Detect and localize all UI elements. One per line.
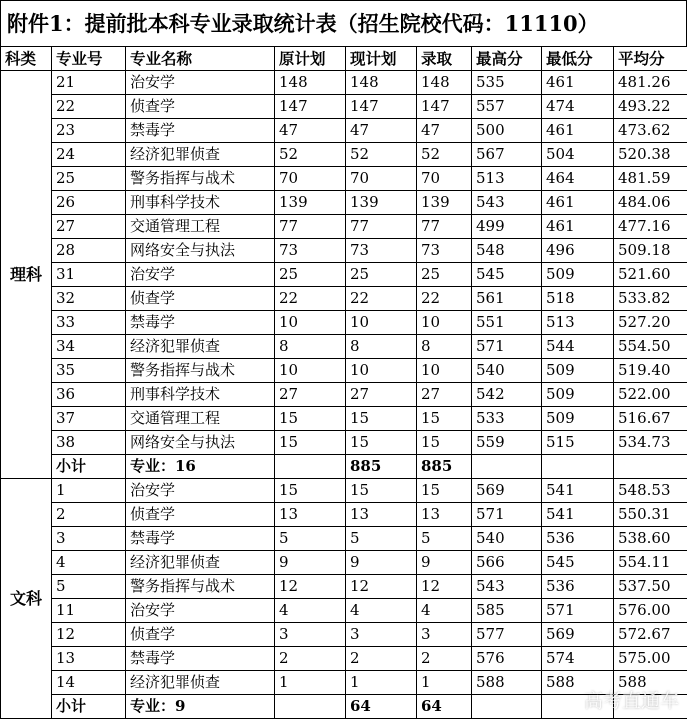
table-cell: 513 (472, 167, 542, 191)
table-cell: 14 (52, 671, 126, 695)
table-cell: 15 (275, 479, 346, 503)
table-cell: 484.06 (614, 191, 687, 215)
table-cell: 522.00 (614, 383, 687, 407)
table-cell: 24 (52, 143, 126, 167)
table-cell: 8 (346, 335, 417, 359)
table-cell: 461 (542, 71, 614, 95)
table-cell: 518 (542, 287, 614, 311)
table-cell: 交通管理工程 (126, 215, 275, 239)
table-cell: 536 (542, 527, 614, 551)
table-cell: 77 (417, 215, 472, 239)
subtotal-cell: 885 (417, 455, 472, 479)
table-cell: 11 (52, 599, 126, 623)
table-cell: 540 (472, 359, 542, 383)
table-cell: 1 (346, 671, 417, 695)
table-cell: 543 (472, 191, 542, 215)
table-cell: 557 (472, 95, 542, 119)
table-cell: 544 (542, 335, 614, 359)
category-cell: 文科 (1, 479, 52, 719)
table-cell: 545 (472, 263, 542, 287)
table-cell: 542 (472, 383, 542, 407)
table-cell: 533 (472, 407, 542, 431)
table-cell: 567 (472, 143, 542, 167)
table-cell: 537.50 (614, 575, 687, 599)
table-cell: 70 (417, 167, 472, 191)
table-cell: 侦查学 (126, 287, 275, 311)
table-row (1, 359, 687, 383)
table-cell: 15 (417, 479, 472, 503)
table-cell: 500 (472, 119, 542, 143)
table-cell: 13 (275, 503, 346, 527)
table-cell: 治安学 (126, 263, 275, 287)
table-cell: 496 (542, 239, 614, 263)
table-cell: 10 (275, 311, 346, 335)
table-cell: 25 (346, 263, 417, 287)
table-cell: 534.73 (614, 431, 687, 455)
table-cell: 禁毒学 (126, 527, 275, 551)
table-cell: 77 (275, 215, 346, 239)
table-row (1, 647, 687, 671)
table-cell: 4 (52, 551, 126, 575)
table-cell: 15 (417, 407, 472, 431)
table-row (1, 167, 687, 191)
table-cell: 1 (417, 671, 472, 695)
table-cell: 侦查学 (126, 623, 275, 647)
table-cell: 31 (52, 263, 126, 287)
subtotal-cell: 64 (346, 695, 417, 719)
table-cell: 520.38 (614, 143, 687, 167)
table-cell: 148 (417, 71, 472, 95)
table-cell: 刑事科学技术 (126, 383, 275, 407)
table-cell: 481.59 (614, 167, 687, 191)
table-cell: 577 (472, 623, 542, 647)
table-cell: 535 (472, 71, 542, 95)
table-cell: 73 (417, 239, 472, 263)
table-cell: 571 (472, 335, 542, 359)
header-current-plan: 现计划 (346, 47, 417, 71)
table-cell: 545 (542, 551, 614, 575)
table-row (1, 431, 687, 455)
table-row (1, 479, 687, 503)
table-cell: 15 (275, 431, 346, 455)
table-cell: 521.60 (614, 263, 687, 287)
table-cell: 536 (542, 575, 614, 599)
table-cell: 572.67 (614, 623, 687, 647)
table-cell: 73 (346, 239, 417, 263)
table-cell: 10 (346, 359, 417, 383)
table-cell: 52 (417, 143, 472, 167)
table-cell: 519.40 (614, 359, 687, 383)
table-cell: 2 (417, 647, 472, 671)
table-cell: 12 (275, 575, 346, 599)
table-cell: 481.26 (614, 71, 687, 95)
watermark: 高考直通车 (583, 690, 679, 712)
table-cell: 147 (275, 95, 346, 119)
table-row (1, 599, 687, 623)
table-cell: 禁毒学 (126, 119, 275, 143)
table-cell: 4 (417, 599, 472, 623)
table-cell: 35 (52, 359, 126, 383)
table-row (1, 503, 687, 527)
table-cell: 8 (275, 335, 346, 359)
table-cell: 585 (472, 599, 542, 623)
subtotal-row (1, 455, 687, 479)
table-cell: 28 (52, 239, 126, 263)
table-cell: 治安学 (126, 71, 275, 95)
table-row (1, 239, 687, 263)
table-cell: 461 (542, 215, 614, 239)
table-cell: 588 (542, 671, 614, 695)
table-cell: 513 (542, 311, 614, 335)
table-cell: 70 (275, 167, 346, 191)
table-cell: 461 (542, 191, 614, 215)
table-cell: 527.20 (614, 311, 687, 335)
table-cell: 网络安全与执法 (126, 239, 275, 263)
table-cell: 网络安全与执法 (126, 431, 275, 455)
table-cell: 10 (417, 359, 472, 383)
table-cell: 33 (52, 311, 126, 335)
subtotal-cell (275, 695, 346, 719)
table-cell: 551 (472, 311, 542, 335)
subtotal-cell: 小计 (52, 695, 126, 719)
table-cell: 554.50 (614, 335, 687, 359)
table-cell: 139 (346, 191, 417, 215)
table-row (1, 71, 687, 95)
table-cell: 499 (472, 215, 542, 239)
table-cell: 474 (542, 95, 614, 119)
header-category: 科类 (1, 47, 52, 71)
table-cell: 27 (275, 383, 346, 407)
table-cell: 550.31 (614, 503, 687, 527)
table-cell: 警务指挥与战术 (126, 359, 275, 383)
subtotal-cell: 专业：9 (126, 695, 275, 719)
subtotal-cell: 64 (417, 695, 472, 719)
table-cell: 588 (472, 671, 542, 695)
table-cell: 47 (275, 119, 346, 143)
table-cell: 刑事科学技术 (126, 191, 275, 215)
table-cell: 22 (275, 287, 346, 311)
table-cell: 493.22 (614, 95, 687, 119)
table-cell: 12 (52, 623, 126, 647)
table-cell: 509 (542, 263, 614, 287)
subtotal-cell (542, 455, 614, 479)
table-cell: 147 (346, 95, 417, 119)
subtotal-cell: 小计 (52, 455, 126, 479)
table-cell: 509 (542, 383, 614, 407)
table-cell: 禁毒学 (126, 311, 275, 335)
table-cell: 473.62 (614, 119, 687, 143)
table-cell: 22 (346, 287, 417, 311)
table-cell: 26 (52, 191, 126, 215)
table-row (1, 527, 687, 551)
table-cell: 27 (346, 383, 417, 407)
table-row (1, 119, 687, 143)
subtotal-cell (275, 455, 346, 479)
table-cell: 2 (275, 647, 346, 671)
header-admitted: 录取 (417, 47, 472, 71)
header-original-plan: 原计划 (275, 47, 346, 71)
table-cell: 533.82 (614, 287, 687, 311)
table-cell: 8 (417, 335, 472, 359)
table-row (1, 215, 687, 239)
table-cell: 15 (275, 407, 346, 431)
table-cell: 509 (542, 407, 614, 431)
header-major-code: 专业号 (52, 47, 126, 71)
table-cell: 70 (346, 167, 417, 191)
table-row (1, 143, 687, 167)
table-cell: 交通管理工程 (126, 407, 275, 431)
header-row (1, 47, 687, 71)
table-cell: 561 (472, 287, 542, 311)
table-cell: 4 (275, 599, 346, 623)
category-cell: 理科 (1, 71, 52, 479)
table-title: 附件1：提前批本科专业录取统计表（招生院校代码：11110） (0, 0, 687, 46)
table-cell: 15 (346, 407, 417, 431)
table-cell: 10 (275, 359, 346, 383)
table-cell: 10 (417, 311, 472, 335)
table-cell: 147 (417, 95, 472, 119)
table-cell: 经济犯罪侦查 (126, 143, 275, 167)
table-cell: 576 (472, 647, 542, 671)
table-cell: 576.00 (614, 599, 687, 623)
table-cell: 侦查学 (126, 95, 275, 119)
table-row (1, 623, 687, 647)
table-cell: 25 (52, 167, 126, 191)
table-cell: 541 (542, 503, 614, 527)
header-max-score: 最高分 (472, 47, 542, 71)
table-cell: 509.18 (614, 239, 687, 263)
table-cell: 52 (346, 143, 417, 167)
table-cell: 经济犯罪侦查 (126, 551, 275, 575)
table-row (1, 311, 687, 335)
table-cell: 3 (346, 623, 417, 647)
table-cell: 治安学 (126, 599, 275, 623)
table-cell: 73 (275, 239, 346, 263)
table-cell: 9 (417, 551, 472, 575)
table-cell: 554.11 (614, 551, 687, 575)
header-major-name: 专业名称 (126, 47, 275, 71)
table-cell: 32 (52, 287, 126, 311)
table-cell: 37 (52, 407, 126, 431)
table-cell: 47 (346, 119, 417, 143)
table-cell: 588 (614, 671, 687, 695)
table-cell: 569 (472, 479, 542, 503)
table-cell: 治安学 (126, 479, 275, 503)
table-cell: 52 (275, 143, 346, 167)
table-cell: 5 (346, 527, 417, 551)
subtotal-cell: 专业：16 (126, 455, 275, 479)
table-cell: 经济犯罪侦查 (126, 335, 275, 359)
table-row (1, 95, 687, 119)
table-cell: 574 (542, 647, 614, 671)
table-row (1, 575, 687, 599)
table-cell: 5 (275, 527, 346, 551)
table-cell: 515 (542, 431, 614, 455)
table-cell: 47 (417, 119, 472, 143)
subtotal-cell (472, 455, 542, 479)
table-cell: 22 (417, 287, 472, 311)
table-cell: 25 (275, 263, 346, 287)
admission-table (0, 46, 687, 719)
table-cell: 461 (542, 119, 614, 143)
table-cell: 504 (542, 143, 614, 167)
table-row (1, 335, 687, 359)
table-cell: 548 (472, 239, 542, 263)
table-cell: 571 (472, 503, 542, 527)
table-cell: 516.67 (614, 407, 687, 431)
table-cell: 21 (52, 71, 126, 95)
table-cell: 543 (472, 575, 542, 599)
table-cell: 566 (472, 551, 542, 575)
subtotal-cell: 885 (346, 455, 417, 479)
table-cell: 15 (346, 479, 417, 503)
table-cell: 13 (417, 503, 472, 527)
table-cell: 12 (417, 575, 472, 599)
table-cell: 4 (346, 599, 417, 623)
table-cell: 1 (275, 671, 346, 695)
header-min-score: 最低分 (542, 47, 614, 71)
table-cell: 36 (52, 383, 126, 407)
table-cell: 25 (417, 263, 472, 287)
table-cell: 148 (346, 71, 417, 95)
table-cell: 3 (52, 527, 126, 551)
table-cell: 464 (542, 167, 614, 191)
table-cell: 15 (417, 431, 472, 455)
table-body (1, 71, 687, 719)
table-cell: 569 (542, 623, 614, 647)
table-row (1, 287, 687, 311)
table-cell: 经济犯罪侦查 (126, 671, 275, 695)
table-cell: 侦查学 (126, 503, 275, 527)
table-cell: 2 (346, 647, 417, 671)
table-cell: 139 (417, 191, 472, 215)
table-row (1, 191, 687, 215)
table-cell: 10 (346, 311, 417, 335)
table-cell: 538.60 (614, 527, 687, 551)
subtotal-cell (472, 695, 542, 719)
table-cell: 5 (52, 575, 126, 599)
table-row (1, 551, 687, 575)
table-cell: 9 (346, 551, 417, 575)
table-cell: 13 (346, 503, 417, 527)
table-cell: 3 (275, 623, 346, 647)
table-cell: 禁毒学 (126, 647, 275, 671)
table-cell: 警务指挥与战术 (126, 575, 275, 599)
table-cell: 22 (52, 95, 126, 119)
table-cell: 2 (52, 503, 126, 527)
table-cell: 540 (472, 527, 542, 551)
table-cell: 509 (542, 359, 614, 383)
table-row (1, 383, 687, 407)
table-cell: 23 (52, 119, 126, 143)
subtotal-cell (614, 455, 687, 479)
table-cell: 15 (346, 431, 417, 455)
table-cell: 5 (417, 527, 472, 551)
table-cell: 34 (52, 335, 126, 359)
table-cell: 13 (52, 647, 126, 671)
table-row (1, 263, 687, 287)
table-cell: 571 (542, 599, 614, 623)
table-cell: 575.00 (614, 647, 687, 671)
table-cell: 77 (346, 215, 417, 239)
table-cell: 27 (52, 215, 126, 239)
table-cell: 38 (52, 431, 126, 455)
table-cell: 1 (52, 479, 126, 503)
table-cell: 12 (346, 575, 417, 599)
table-cell: 3 (417, 623, 472, 647)
table-cell: 548.53 (614, 479, 687, 503)
table-cell: 27 (417, 383, 472, 407)
table-cell: 139 (275, 191, 346, 215)
table-cell: 477.16 (614, 215, 687, 239)
table-cell: 148 (275, 71, 346, 95)
table-cell: 警务指挥与战术 (126, 167, 275, 191)
table-cell: 9 (275, 551, 346, 575)
header-avg-score: 平均分 (614, 47, 687, 71)
table-row (1, 407, 687, 431)
table-cell: 541 (542, 479, 614, 503)
table-cell: 559 (472, 431, 542, 455)
